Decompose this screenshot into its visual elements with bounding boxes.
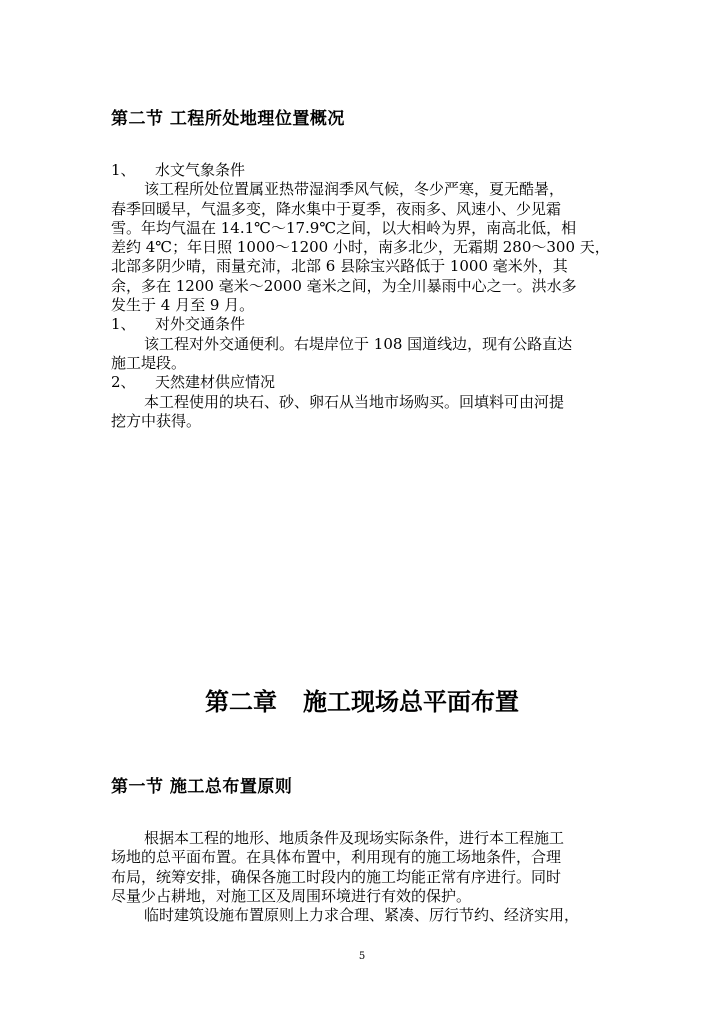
paragraph-line: 差约 4℃；年日照 1000～1200 小时，南多北少，无霜期 280～300 天，: [111, 238, 610, 257]
paragraph-line: 该工程所处位置属亚热带湿润季风气候，冬少严寒，夏无酷暑，: [144, 180, 565, 199]
section-heading-layout-principles: 第一节 施工总布置原则: [111, 777, 293, 797]
paragraph-line: 余，多在 1200 毫米～2000 毫米之间，为全川暴雨中心之一。洪水多: [111, 276, 577, 295]
paragraph-line: 该工程对外交通便利。右堤岸位于 108 国道线边，现有公路直达: [144, 334, 573, 353]
section-heading-geographic-location: 第二节 工程所处地理位置概况: [111, 109, 345, 129]
chapter-label: 第二章: [205, 688, 277, 716]
section-body-geographic-location: [111, 161, 627, 431]
paragraph-line: 北部多阴少晴，雨量充沛，北部 6 县除宝兴路低于 1000 毫米外，其: [111, 257, 568, 276]
paragraph-line: 场地的总平面布置。在具体布置中，利用现有的施工场地条件，合理: [111, 848, 562, 867]
paragraph-line: 布局，统筹安排，确保各施工时段内的施工均能正常有序进行。同时: [111, 867, 562, 886]
paragraph-line: 春季回暖早，气温多变，降水集中于夏季，夜雨多、风速小、少见霜: [111, 199, 562, 218]
paragraph-line: 挖方中获得。: [111, 411, 202, 430]
subheading-title: 对外交通条件: [155, 315, 246, 334]
chapter-heading: [0, 682, 724, 717]
paragraph-line: 尽量少占耕地，对施工区及周围环境进行有效的保护。: [111, 886, 472, 905]
paragraph-line: 临时建筑设施布置原则上力求合理、紧凑、厉行节约、经济实用，: [144, 906, 580, 925]
page-number: 5: [358, 951, 366, 962]
subheading-title: 天然建材供应情况: [155, 373, 276, 392]
paragraph-line: 施工堤段。: [111, 353, 187, 372]
paragraph-line: 本工程使用的块石、砂、卵石从当地市场购买。回填料可由河提: [144, 392, 565, 411]
subheading-number: 1、: [111, 161, 136, 179]
paragraph-line: 发生于 4 月至 9 月。: [111, 296, 255, 315]
subheading-title: 水文气象条件: [155, 161, 246, 179]
subheading-natural-materials: [111, 373, 627, 392]
subheading-number: 2、: [111, 373, 136, 392]
paragraph-line: 根据本工程的地形、地质条件及现场实际条件，进行本工程施工: [144, 829, 565, 847]
subheading-number: 1、: [111, 315, 136, 334]
subheading-hydrology-climate: [111, 161, 627, 180]
chapter-title: 施工现场总平面布置: [303, 688, 519, 716]
section-body-layout-principles: [111, 829, 627, 925]
subheading-external-transport: [111, 315, 627, 334]
paragraph-line: 雪。年均气温在 14.1℃～17.9℃之间，以大相岭为界，南高北低，相: [111, 218, 577, 237]
